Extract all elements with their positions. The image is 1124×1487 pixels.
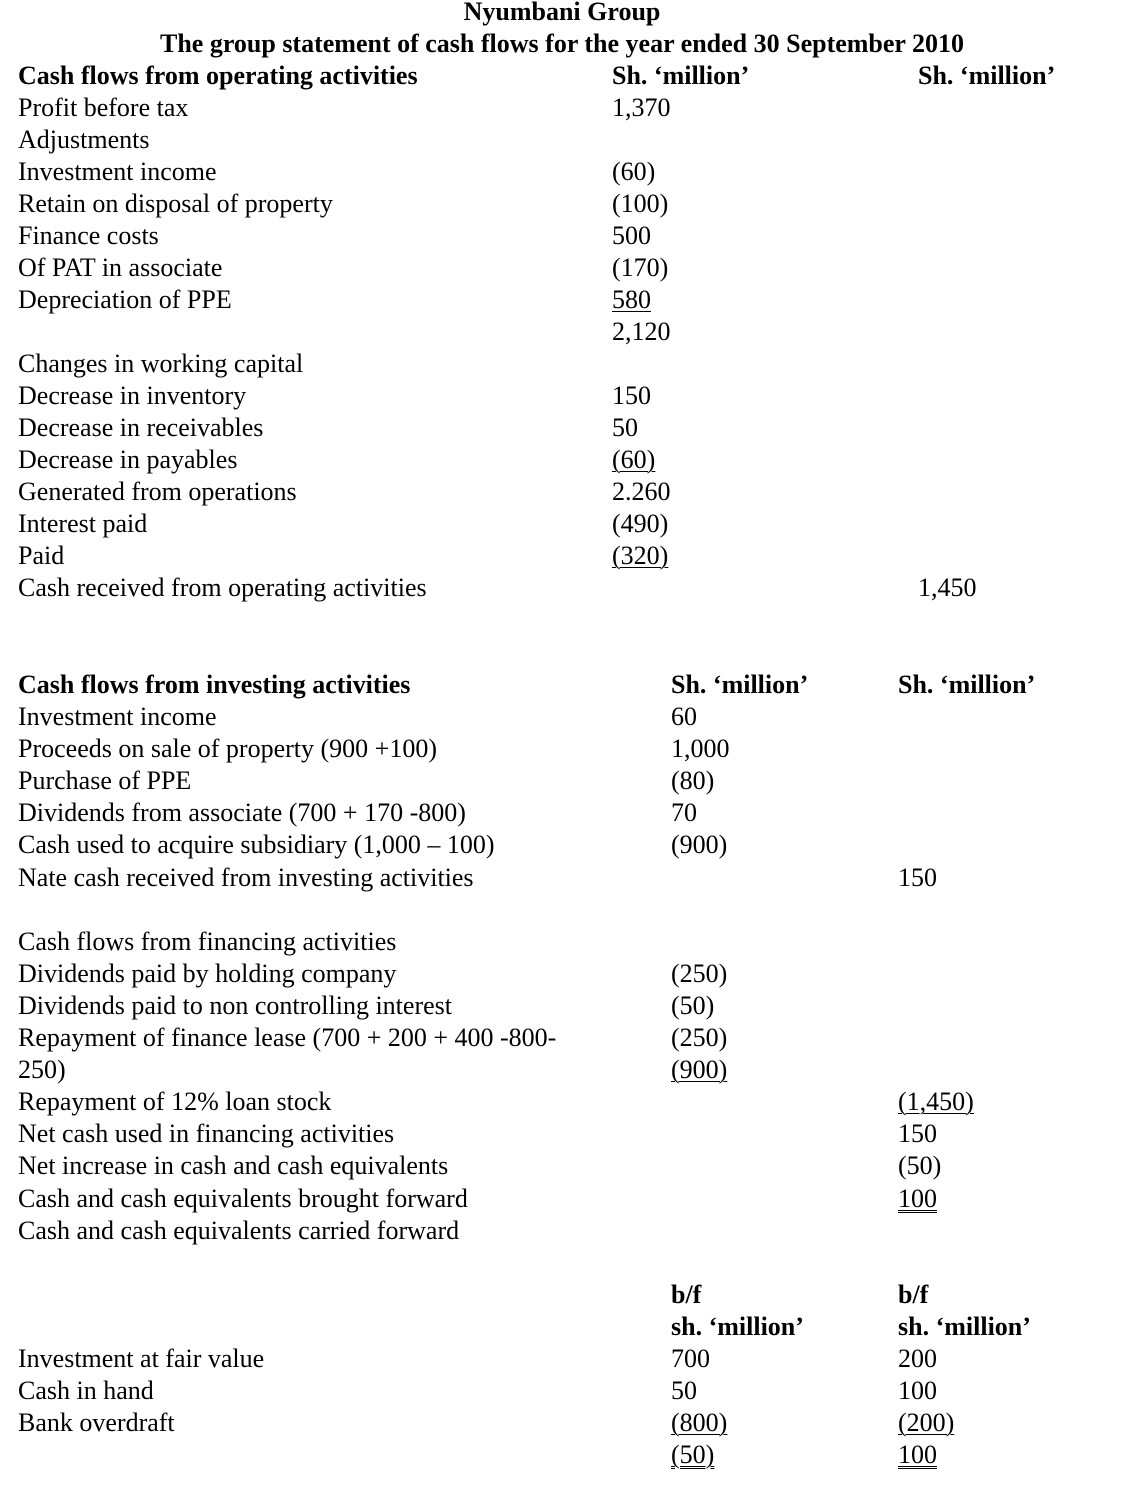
row-value: (900)	[671, 1055, 728, 1084]
row-net-increase	[0, 1150, 1124, 1182]
row-adjustments	[0, 124, 1124, 156]
row-label: Net increase in cash and cash equivalents	[18, 1151, 449, 1180]
recon-header-row-1	[0, 1279, 1124, 1311]
row-net-financing	[0, 1118, 1124, 1150]
row-total: 100	[898, 1440, 937, 1469]
row-total: (50)	[671, 1440, 715, 1469]
investing-col2-header: Sh. ‘million’	[898, 670, 1036, 699]
investing-col1-header: Sh. ‘million’	[671, 670, 809, 699]
row-value: (900)	[671, 830, 728, 859]
row-loan-stock	[0, 1086, 1124, 1118]
row-label: Generated from operations	[18, 477, 297, 506]
row-total: (1,450)	[898, 1087, 974, 1116]
row-value: 2,120	[612, 317, 671, 346]
row-value: (800)	[671, 1408, 728, 1437]
recon-col1-header: b/f	[671, 1280, 702, 1309]
row-payables	[0, 444, 1124, 476]
operating-heading: Cash flows from operating activities	[18, 61, 418, 90]
row-div-holding	[0, 958, 1124, 990]
row-label: Proceeds on sale of property (900 +100)	[18, 734, 437, 763]
row-label: Cash and cash equivalents carried forward	[18, 1216, 460, 1245]
row-finance-lease	[0, 1022, 1124, 1054]
row-label: Dividends from associate (700 + 170 -800)	[18, 798, 466, 827]
row-value: 1,000	[671, 734, 730, 763]
row-label: Investment at fair value	[18, 1344, 265, 1373]
row-inventory	[0, 380, 1124, 412]
row-label: Adjustments	[18, 125, 150, 154]
row-fair-value	[0, 1343, 1124, 1375]
row-value: 2.260	[612, 477, 671, 506]
row-label: Nate cash received from investing activities	[18, 863, 474, 892]
row-value: (250)	[671, 959, 728, 988]
row-value: 500	[612, 221, 651, 250]
row-label: Purchase of PPE	[18, 766, 192, 795]
row-label: Interest paid	[18, 509, 148, 538]
row-value: (490)	[612, 509, 669, 538]
row-label: Of PAT in associate	[18, 253, 223, 282]
company-title: Nyumbani Group	[463, 0, 661, 26]
financing-heading: Cash flows from financing activities	[18, 927, 397, 956]
row-acquire-subsidiary	[0, 829, 1124, 861]
row-total: 150	[898, 863, 937, 892]
recon-col2-header: b/f	[898, 1280, 929, 1309]
row-value: 580	[612, 285, 651, 314]
row-label: Investment income	[18, 157, 217, 186]
row-label: Decrease in payables	[18, 445, 238, 474]
row-cash-in-hand	[0, 1375, 1124, 1407]
row-label: Decrease in inventory	[18, 381, 247, 410]
row-recon-total	[0, 1439, 1124, 1471]
row-total: 1,450	[918, 573, 977, 602]
row-label: Dividends paid by holding company	[18, 959, 397, 988]
row-cash-operating	[0, 572, 1124, 604]
row-brought-forward	[0, 1183, 1124, 1215]
row-value: 70	[671, 798, 697, 827]
row-value: (320)	[612, 541, 669, 570]
row-label: Bank overdraft	[18, 1408, 175, 1437]
row-value: (170)	[612, 253, 669, 282]
row-net-investing	[0, 862, 1124, 894]
row-value: (250)	[671, 1023, 728, 1052]
row-value: 50	[671, 1376, 697, 1405]
row-finance-costs	[0, 220, 1124, 252]
row-bank-overdraft	[0, 1407, 1124, 1439]
row-label: Repayment of finance lease (700 + 200 + 400 -800-	[18, 1023, 557, 1052]
row-retain	[0, 188, 1124, 220]
operating-col2-header: Sh. ‘million’	[918, 61, 1056, 90]
row-paid	[0, 540, 1124, 572]
row-value: 700	[671, 1344, 710, 1373]
operating-col1-header: Sh. ‘million’	[612, 61, 750, 90]
row-label: Repayment of 12% loan stock	[18, 1087, 332, 1116]
recon-col2-unit: sh. ‘million’	[898, 1312, 1031, 1341]
row-label: Net cash used in financing activities	[18, 1119, 395, 1148]
row-total: 100	[898, 1184, 937, 1213]
recon-col1-unit: sh. ‘million’	[671, 1312, 804, 1341]
row-carried-forward	[0, 1215, 1124, 1247]
row-value: (80)	[671, 766, 715, 795]
row-value: (200)	[898, 1408, 955, 1437]
row-proceeds	[0, 733, 1124, 765]
row-inv-income	[0, 701, 1124, 733]
row-subtotal	[0, 316, 1124, 348]
row-label: Profit before tax	[18, 93, 189, 122]
row-depreciation	[0, 284, 1124, 316]
row-label: Decrease in receivables	[18, 413, 264, 442]
row-label: Dividends paid to non controlling interest	[18, 991, 452, 1020]
row-working-capital	[0, 348, 1124, 380]
row-value: 60	[671, 702, 697, 731]
investing-heading: Cash flows from investing activities	[18, 670, 411, 699]
recon-header-row-2	[0, 1311, 1124, 1343]
row-pat-associate	[0, 252, 1124, 284]
row-div-nci	[0, 990, 1124, 1022]
row-receivables	[0, 412, 1124, 444]
row-finance-lease-cont	[0, 1054, 1124, 1086]
row-label: Finance costs	[18, 221, 159, 250]
row-value: (60)	[612, 157, 656, 186]
row-value: 50	[612, 413, 638, 442]
row-value: 200	[898, 1344, 937, 1373]
row-value: (100)	[612, 189, 669, 218]
row-label: Paid	[18, 541, 65, 570]
row-total: 150	[898, 1119, 937, 1148]
investing-header-row	[0, 669, 1124, 701]
row-value: 1,370	[612, 93, 671, 122]
row-label: Retain on disposal of property	[18, 189, 333, 218]
row-value: (50)	[671, 991, 715, 1020]
row-dividends-associate	[0, 797, 1124, 829]
row-label: Cash in hand	[18, 1376, 154, 1405]
row-investment-income	[0, 156, 1124, 188]
row-total: (50)	[898, 1151, 942, 1180]
row-label: Changes in working capital	[18, 349, 304, 378]
row-purchase-ppe	[0, 765, 1124, 797]
row-value: (60)	[612, 445, 656, 474]
row-label: Depreciation of PPE	[18, 285, 232, 314]
row-profit	[0, 92, 1124, 124]
statement-title: The group statement of cash flows for the year ended 30 September 2010	[159, 29, 965, 58]
row-value: 150	[612, 381, 651, 410]
row-label: Cash used to acquire subsidiary (1,000 – 100)	[18, 830, 495, 859]
row-label: Cash received from operating activities	[18, 573, 427, 602]
row-label: 250)	[18, 1055, 66, 1084]
financing-header-row	[0, 926, 1124, 958]
row-generated	[0, 476, 1124, 508]
row-label: Investment income	[18, 702, 217, 731]
row-label: Cash and cash equivalents brought forward	[18, 1184, 468, 1213]
operating-header-row	[0, 60, 1124, 92]
row-value: 100	[898, 1376, 937, 1405]
row-interest-paid	[0, 508, 1124, 540]
